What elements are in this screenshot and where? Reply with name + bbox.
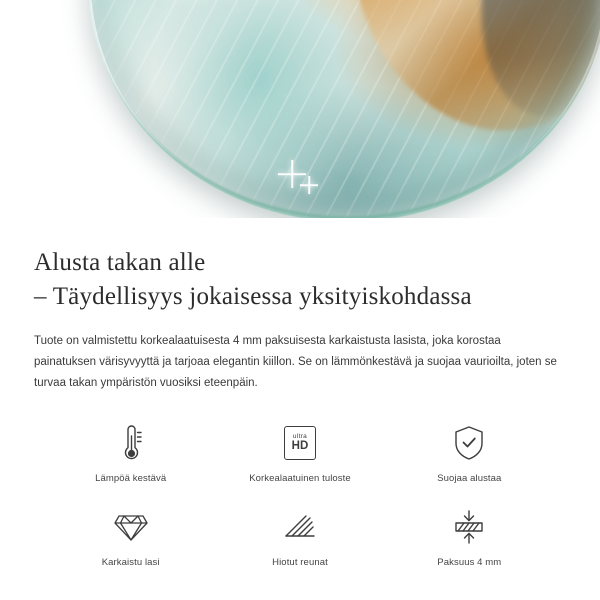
feature-label: Karkaistu lasi [101, 557, 160, 568]
polished-edges-icon [280, 506, 320, 548]
ultra-hd-badge-bottom: HD [291, 440, 309, 452]
page-title-line-2: – Täydellisyys jokaisessa yksityiskohdassa [34, 283, 472, 310]
feature-item [385, 422, 554, 484]
feature-item [46, 506, 215, 568]
ultra-hd-icon [284, 422, 316, 464]
ultra-hd-badge-top: ultra [292, 432, 308, 440]
feature-item [215, 506, 384, 568]
description-paragraph: Tuote on valmistettu korkealaatuisesta 4 mm paksuisesta karkaistusta lasista, joka korostaa painatuksen värisyvyyttä ja tarjoaa elegantin kiillon. Se on lämmönkestävä ja suojaa vaurioilta, joten se turvaa takan ympäristön vuosiksi eteenpäin. [34, 335, 557, 389]
feature-label: Hiotut reunat [272, 557, 328, 568]
feature-item [215, 422, 384, 484]
feature-item [46, 422, 215, 484]
thickness-arrows-icon [449, 506, 489, 548]
feature-grid [34, 422, 566, 568]
shield-check-icon [452, 422, 486, 464]
feature-label: Paksuus 4 mm [437, 557, 502, 568]
content-area [0, 246, 600, 568]
glass-disc-image [88, 0, 600, 218]
page-title-line-1: Alusta takan alle [34, 249, 206, 276]
thermometer-icon [114, 422, 148, 464]
feature-item [385, 506, 554, 568]
feature-label: Korkealaatuinen tuloste [249, 473, 351, 484]
diamond-icon [111, 506, 151, 548]
feature-label: Lämpöä kestävä [95, 473, 167, 484]
feature-label: Suojaa alustaa [437, 473, 502, 484]
page-title [34, 246, 566, 314]
hero-image [0, 0, 600, 218]
